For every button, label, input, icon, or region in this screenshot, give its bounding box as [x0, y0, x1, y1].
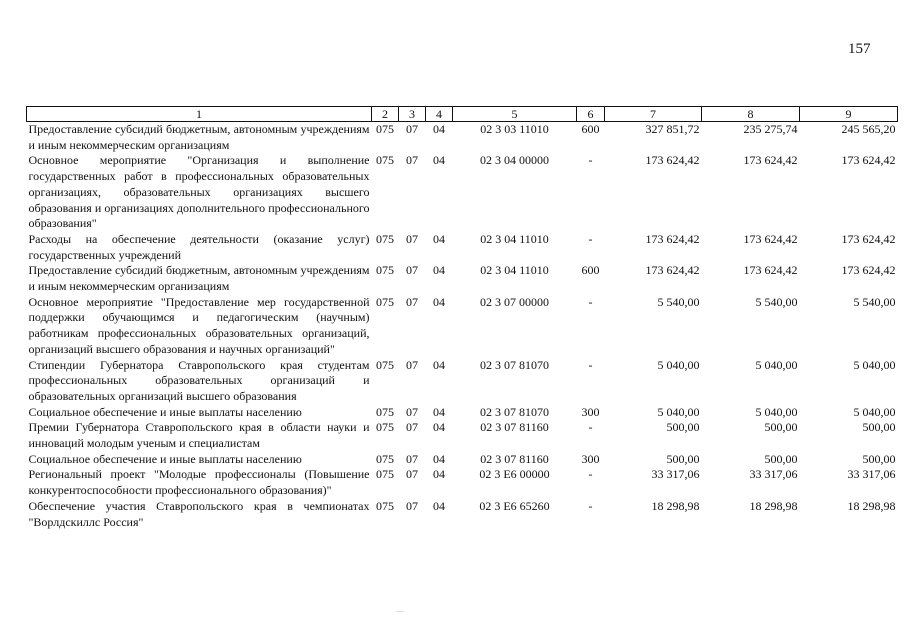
cell-amount-year2: 500,00	[764, 420, 798, 435]
cell-amount-year3: 5 040,00	[853, 404, 896, 419]
cell-ministry: 075	[376, 451, 394, 466]
table-row	[27, 452, 898, 468]
cell-ministry: 075	[376, 231, 394, 246]
table-row	[27, 405, 898, 421]
cell-subsection: 04	[433, 294, 445, 309]
cell-amount-year1: 33 317,06	[651, 467, 700, 482]
column-header: 4	[426, 107, 453, 122]
cell-target-article: 02 3 07 00000	[480, 294, 549, 309]
cell-ministry: 075	[376, 153, 394, 168]
cell-expense-type: 600	[581, 263, 600, 278]
row-name: Социальное обеспечение и иные выплаты населению	[28, 404, 302, 419]
cell-subsection: 04	[433, 451, 445, 466]
column-header: 5	[453, 107, 577, 122]
cell-expense-type: -	[588, 357, 593, 372]
cell-amount-year1: 18 298,98	[651, 498, 700, 513]
cell-expense-type: -	[588, 420, 593, 435]
cell-section: 07	[406, 122, 418, 136]
cell-expense-type: -	[588, 153, 593, 168]
cell-amount-year3: 500,00	[862, 420, 896, 435]
cell-section: 07	[406, 357, 418, 372]
cell-expense-type: -	[588, 467, 593, 482]
cell-amount-year3: 173 624,42	[841, 153, 896, 168]
row-name: Расходы на обеспечение деятельности (оказание услуг) государственных учреждений	[28, 231, 370, 262]
row-name: Премии Губернатора Ставропольского края в области науки и инноваций молодым ученым и специалистам	[28, 420, 370, 451]
cell-ministry: 075	[376, 420, 394, 435]
cell-amount-year2: 173 624,42	[743, 231, 798, 246]
table-row	[27, 232, 898, 263]
cell-amount-year1: 327 851,72	[645, 122, 700, 136]
cell-subsection: 04	[433, 153, 445, 168]
cell-amount-year3: 500,00	[862, 451, 896, 466]
cell-target-article: 02 3 04 11010	[480, 263, 549, 278]
cell-section: 07	[406, 451, 418, 466]
cell-subsection: 04	[433, 467, 445, 482]
cell-amount-year1: 5 040,00	[657, 404, 700, 419]
cell-ministry: 075	[376, 467, 394, 482]
table-row	[27, 358, 898, 405]
cell-subsection: 04	[433, 263, 445, 278]
table-row	[27, 295, 898, 358]
row-name: Предоставление субсидий бюджетным, автономным учреждениям и иным некоммерческим организациям	[28, 122, 370, 152]
cell-ministry: 075	[376, 357, 394, 372]
cell-target-article: 02 3 E6 00000	[479, 467, 550, 482]
cell-target-article: 02 3 04 00000	[480, 153, 549, 168]
cell-amount-year1: 173 624,42	[645, 231, 700, 246]
cell-amount-year3: 5 540,00	[853, 294, 896, 309]
cell-amount-year2: 33 317,06	[749, 467, 798, 482]
cell-amount-year1: 173 624,42	[645, 263, 700, 278]
cell-section: 07	[406, 404, 418, 419]
cell-amount-year3: 33 317,06	[847, 467, 896, 482]
budget-table	[26, 106, 898, 530]
cell-expense-type: 300	[581, 451, 600, 466]
cell-section: 07	[406, 498, 418, 513]
cell-section: 07	[406, 467, 418, 482]
cell-amount-year3: 173 624,42	[841, 263, 896, 278]
table-row	[27, 499, 898, 530]
cell-target-article: 02 3 07 81070	[480, 404, 549, 419]
table-row	[27, 153, 898, 232]
cell-section: 07	[406, 420, 418, 435]
cell-subsection: 04	[433, 122, 445, 136]
cell-amount-year2: 173 624,42	[743, 263, 798, 278]
cell-target-article: 02 3 07 81160	[480, 420, 549, 435]
table-row	[27, 420, 898, 451]
cell-expense-type: -	[588, 294, 593, 309]
cell-subsection: 04	[433, 357, 445, 372]
cell-amount-year1: 500,00	[666, 420, 700, 435]
cell-amount-year2: 235 275,74	[743, 122, 798, 136]
cell-amount-year2: 5 040,00	[755, 404, 798, 419]
row-name: Основное мероприятие "Организация и выполнение государственных работ в профессиональных образовательных организациях, образовательных организациях высшего образования и организациях дополнительного профессионального образования"	[28, 153, 370, 231]
table-row	[27, 263, 898, 294]
column-header: 7	[605, 107, 702, 122]
cell-amount-year3: 173 624,42	[841, 231, 896, 246]
column-header: 6	[577, 107, 605, 122]
row-name: Предоставление субсидий бюджетным, автономным учреждениям и иным некоммерческим организациям	[28, 263, 370, 294]
row-name: Основное мероприятие "Предоставление мер государственной поддержки обучающимся и педагогическим (научным) работникам профессиональных образовательных организаций, организаций высшего образования и научных организаций"	[28, 294, 370, 356]
cell-amount-year2: 18 298,98	[749, 498, 798, 513]
cell-amount-year2: 5 540,00	[755, 294, 798, 309]
cell-ministry: 075	[376, 263, 394, 278]
cell-amount-year2: 173 624,42	[743, 153, 798, 168]
cell-subsection: 04	[433, 498, 445, 513]
cell-subsection: 04	[433, 420, 445, 435]
cell-amount-year3: 18 298,98	[847, 498, 896, 513]
cell-amount-year1: 500,00	[666, 451, 700, 466]
cell-target-article: 02 3 E6 65260	[479, 498, 550, 513]
cell-section: 07	[406, 294, 418, 309]
cell-expense-type: -	[588, 231, 593, 246]
cell-expense-type: 600	[581, 122, 600, 136]
cell-amount-year3: 5 040,00	[853, 357, 896, 372]
cell-amount-year1: 5 040,00	[657, 357, 700, 372]
cell-target-article: 02 3 07 81160	[480, 451, 549, 466]
cell-expense-type: -	[588, 498, 593, 513]
column-header: 1	[27, 107, 372, 122]
row-name: Региональный проект "Молодые профессионалы (Повышение конкурентоспособности профессионального образования)"	[28, 467, 370, 498]
cell-amount-year2: 5 040,00	[755, 357, 798, 372]
column-header: 2	[372, 107, 399, 122]
cell-target-article: 02 3 04 11010	[480, 231, 549, 246]
cell-ministry: 075	[376, 404, 394, 419]
column-header: 9	[800, 107, 898, 122]
cell-ministry: 075	[376, 122, 394, 136]
column-header: 3	[399, 107, 426, 122]
scan-mark	[396, 611, 404, 612]
cell-section: 07	[406, 231, 418, 246]
cell-ministry: 075	[376, 498, 394, 513]
cell-ministry: 075	[376, 294, 394, 309]
header-row	[27, 107, 898, 122]
table-row	[27, 122, 898, 154]
cell-expense-type: 300	[581, 404, 600, 419]
cell-amount-year1: 173 624,42	[645, 153, 700, 168]
cell-amount-year1: 5 540,00	[657, 294, 700, 309]
cell-target-article: 02 3 03 11010	[480, 122, 549, 136]
table-row	[27, 467, 898, 498]
cell-subsection: 04	[433, 404, 445, 419]
row-name: Обеспечение участия Ставропольского края в чемпионатах "Ворлдскиллс Россия"	[28, 498, 370, 529]
column-header: 8	[702, 107, 800, 122]
cell-amount-year3: 245 565,20	[841, 122, 896, 136]
cell-section: 07	[406, 263, 418, 278]
cell-amount-year2: 500,00	[764, 451, 798, 466]
row-name: Стипендии Губернатора Ставропольского края студентам профессиональных образовательных организаций и образовательных организаций высшего образования	[28, 357, 370, 403]
page-number: 157	[848, 41, 871, 57]
cell-target-article: 02 3 07 81070	[480, 357, 549, 372]
cell-subsection: 04	[433, 231, 445, 246]
cell-section: 07	[406, 153, 418, 168]
row-name: Социальное обеспечение и иные выплаты населению	[28, 451, 302, 466]
